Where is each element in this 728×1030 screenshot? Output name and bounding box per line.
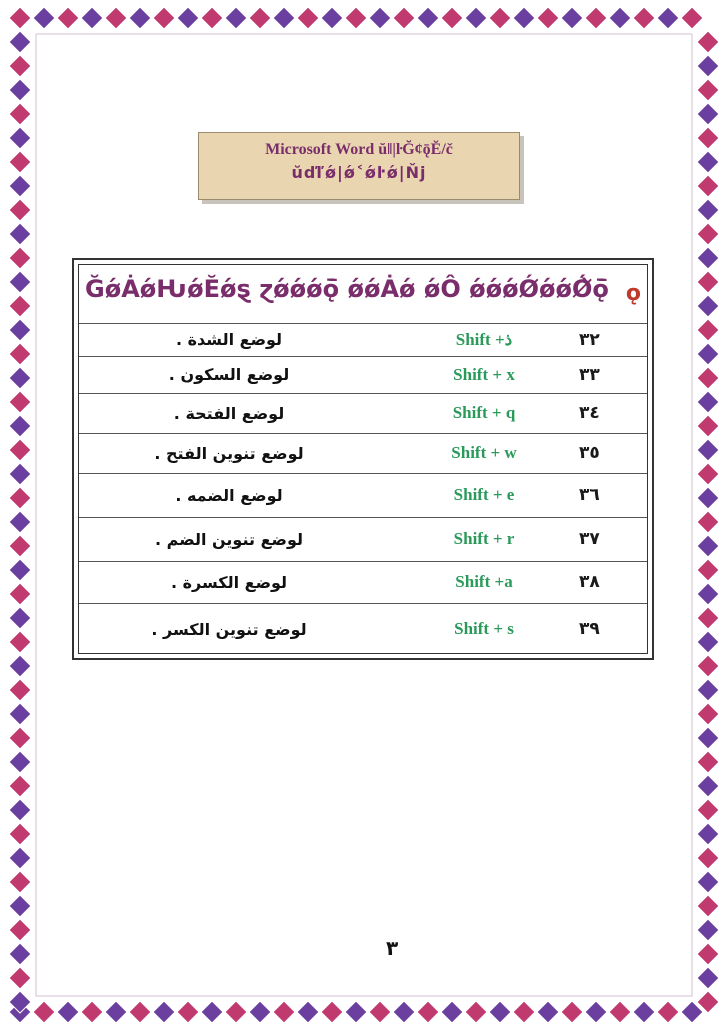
- border-diamond-icon: [225, 1001, 247, 1023]
- shortcuts-table: [72, 258, 654, 660]
- border-diamond-icon: [697, 559, 719, 581]
- border-diamond-icon: [697, 703, 719, 725]
- border-diamond-icon: [9, 799, 31, 821]
- border-diamond-icon: [441, 7, 463, 29]
- border-diamond-icon: [585, 7, 607, 29]
- border-diamond-icon: [697, 727, 719, 749]
- border-diamond-icon: [697, 31, 719, 53]
- row-description: لوضع تنوين الكسر .: [151, 619, 307, 639]
- border-diamond-icon: [697, 391, 719, 413]
- row-number: ٣٩: [579, 619, 600, 639]
- border-diamond-icon: [697, 55, 719, 77]
- border-diamond-icon: [273, 1001, 295, 1023]
- border-diamond-icon: [9, 559, 31, 581]
- border-diamond-icon: [9, 823, 31, 845]
- border-diamond-icon: [417, 7, 439, 29]
- border-diamond-icon: [697, 943, 719, 965]
- border-diamond-icon: [697, 223, 719, 245]
- table-header-mark: ǫ: [625, 281, 641, 306]
- border-diamond-icon: [9, 367, 31, 389]
- border-diamond-icon: [9, 175, 31, 197]
- border-diamond-icon: [657, 1001, 679, 1023]
- border-diamond-icon: [681, 7, 703, 29]
- border-diamond-icon: [697, 775, 719, 797]
- border-diamond-icon: [33, 1001, 55, 1023]
- table-header-row: [79, 265, 647, 324]
- border-diamond-icon: [697, 103, 719, 125]
- border-diamond-icon: [9, 943, 31, 965]
- border-diamond-icon: [393, 1001, 415, 1023]
- border-diamond-icon: [9, 223, 31, 245]
- border-diamond-icon: [177, 1001, 199, 1023]
- border-diamond-icon: [273, 7, 295, 29]
- border-diamond-icon: [697, 655, 719, 677]
- row-description: لوضع السكون .: [168, 365, 290, 384]
- border-diamond-icon: [9, 583, 31, 605]
- border-diamond-icon: [369, 7, 391, 29]
- border-diamond-icon: [633, 7, 655, 29]
- border-diamond-icon: [9, 7, 31, 29]
- table-row: [79, 323, 647, 357]
- border-diamond-icon: [697, 199, 719, 221]
- border-diamond-icon: [345, 1001, 367, 1023]
- row-shortcut: Shift +a: [455, 572, 513, 591]
- row-description: لوضع تنوين الضم .: [155, 529, 303, 549]
- border-diamond-icon: [609, 1001, 631, 1023]
- title-line-2: ŭďľǿ|ǿ˂ǿŀǿ|Ňj: [291, 163, 427, 182]
- border-diamond-icon: [697, 895, 719, 917]
- border-diamond-icon: [249, 1001, 271, 1023]
- row-number: ٣٧: [579, 529, 600, 549]
- border-diamond-icon: [513, 1001, 535, 1023]
- table-row: [79, 603, 647, 655]
- shortcuts-table-inner: [78, 264, 648, 654]
- row-description: لوضع الكسرة .: [170, 572, 288, 592]
- border-diamond-icon: [9, 391, 31, 413]
- table-row: [79, 433, 647, 474]
- border-diamond-icon: [33, 7, 55, 29]
- border-diamond-icon: [9, 415, 31, 437]
- border-diamond-icon: [9, 535, 31, 557]
- border-diamond-icon: [9, 511, 31, 533]
- border-diamond-icon: [9, 607, 31, 629]
- border-diamond-icon: [697, 175, 719, 197]
- border-diamond-icon: [9, 919, 31, 941]
- border-diamond-icon: [201, 1001, 223, 1023]
- page-number: ٣: [386, 936, 399, 960]
- border-diamond-icon: [697, 271, 719, 293]
- border-diamond-icon: [9, 199, 31, 221]
- border-diamond-icon: [697, 823, 719, 845]
- row-shortcut: Shift + q: [452, 403, 516, 422]
- row-number: ٣٥: [579, 443, 600, 463]
- table-row: [79, 473, 647, 518]
- border-diamond-icon: [513, 7, 535, 29]
- border-diamond-icon: [9, 727, 31, 749]
- title-line-1: Microsoft Word ŭǁ|ŀĞ¢ǭĔ/č: [265, 141, 453, 158]
- border-diamond-icon: [321, 1001, 343, 1023]
- row-shortcut: Shift + w: [451, 443, 517, 462]
- border-diamond-icon: [297, 7, 319, 29]
- border-diamond-icon: [697, 607, 719, 629]
- border-diamond-icon: [697, 367, 719, 389]
- border-diamond-icon: [9, 103, 31, 125]
- border-diamond-icon: [697, 583, 719, 605]
- border-diamond-icon: [9, 463, 31, 485]
- border-diamond-icon: [393, 7, 415, 29]
- border-diamond-icon: [81, 7, 103, 29]
- border-diamond-icon: [9, 967, 31, 989]
- row-number: ٣٤: [579, 403, 600, 423]
- border-diamond-icon: [465, 7, 487, 29]
- table-row: [79, 561, 647, 604]
- table-row: [79, 517, 647, 562]
- border-diamond-icon: [697, 511, 719, 533]
- table-row: [79, 356, 647, 394]
- title-box: [198, 132, 520, 200]
- border-diamond-icon: [321, 7, 343, 29]
- border-diamond-icon: [561, 1001, 583, 1023]
- border-diamond-icon: [105, 7, 127, 29]
- border-diamond-icon: [9, 895, 31, 917]
- border-diamond-icon: [297, 1001, 319, 1023]
- border-diamond-icon: [697, 151, 719, 173]
- border-diamond-icon: [105, 1001, 127, 1023]
- border-diamond-icon: [9, 247, 31, 269]
- border-diamond-icon: [697, 799, 719, 821]
- border-diamond-icon: [9, 775, 31, 797]
- border-diamond-icon: [561, 7, 583, 29]
- border-diamond-icon: [697, 439, 719, 461]
- border-diamond-icon: [609, 7, 631, 29]
- border-diamond-icon: [697, 847, 719, 869]
- border-diamond-icon: [697, 967, 719, 989]
- border-diamond-icon: [489, 7, 511, 29]
- row-description: لوضع الفتحة .: [173, 403, 285, 423]
- border-diamond-icon: [9, 31, 31, 53]
- border-diamond-icon: [537, 7, 559, 29]
- row-number: ٣٢: [579, 329, 600, 350]
- border-diamond-icon: [697, 415, 719, 437]
- row-shortcut: Shift +ذ: [455, 329, 513, 349]
- border-diamond-icon: [9, 319, 31, 341]
- border-diamond-icon: [9, 751, 31, 773]
- border-diamond-icon: [81, 1001, 103, 1023]
- border-diamond-icon: [369, 1001, 391, 1023]
- border-diamond-icon: [9, 271, 31, 293]
- border-diamond-icon: [9, 79, 31, 101]
- table-row: [79, 393, 647, 434]
- border-diamond-icon: [249, 7, 271, 29]
- row-number: ٣٨: [579, 572, 600, 592]
- row-shortcut: Shift + x: [453, 364, 515, 384]
- border-diamond-icon: [489, 1001, 511, 1023]
- border-diamond-icon: [9, 703, 31, 725]
- border-diamond-icon: [9, 439, 31, 461]
- border-diamond-icon: [697, 127, 719, 149]
- border-diamond-icon: [9, 679, 31, 701]
- border-diamond-icon: [465, 1001, 487, 1023]
- border-diamond-icon: [697, 463, 719, 485]
- row-description: لوضع الشدة .: [175, 330, 283, 349]
- border-diamond-icon: [9, 151, 31, 173]
- border-diamond-icon: [153, 1001, 175, 1023]
- border-diamond-icon: [129, 7, 151, 29]
- row-number: ٣٦: [579, 485, 600, 505]
- border-diamond-icon: [697, 247, 719, 269]
- border-diamond-icon: [9, 487, 31, 509]
- border-diamond-icon: [129, 1001, 151, 1023]
- border-diamond-icon: [417, 1001, 439, 1023]
- border-diamond-icon: [697, 871, 719, 893]
- border-diamond-icon: [9, 295, 31, 317]
- border-diamond-icon: [177, 7, 199, 29]
- border-diamond-icon: [585, 1001, 607, 1023]
- table-header-text: ĞǿȦǿǶǿĔǿȿ ɀǿǿǿǭ̄ ǿǿȦǿ ǿÔ ǿǿǿǾǿǿǾ̀ǭ̄: [85, 275, 609, 303]
- border-diamond-icon: [9, 343, 31, 365]
- row-number: ٣٣: [579, 364, 600, 385]
- border-diamond-icon: [697, 343, 719, 365]
- border-diamond-icon: [537, 1001, 559, 1023]
- border-diamond-icon: [57, 7, 79, 29]
- border-diamond-icon: [9, 127, 31, 149]
- border-diamond-icon: [657, 7, 679, 29]
- border-diamond-icon: [697, 319, 719, 341]
- border-diamond-icon: [697, 535, 719, 557]
- border-diamond-icon: [9, 55, 31, 77]
- border-diamond-icon: [697, 751, 719, 773]
- border-diamond-icon: [9, 871, 31, 893]
- border-diamond-icon: [441, 1001, 463, 1023]
- border-diamond-icon: [9, 631, 31, 653]
- row-shortcut: Shift + s: [454, 619, 514, 638]
- border-diamond-icon: [225, 7, 247, 29]
- row-description: لوضع الضمه .: [175, 485, 283, 505]
- border-diamond-icon: [57, 1001, 79, 1023]
- border-diamond-icon: [697, 295, 719, 317]
- border-diamond-icon: [201, 7, 223, 29]
- border-diamond-icon: [9, 655, 31, 677]
- border-diamond-icon: [633, 1001, 655, 1023]
- border-diamond-icon: [697, 79, 719, 101]
- border-diamond-icon: [697, 631, 719, 653]
- row-shortcut: Shift + r: [453, 529, 515, 548]
- border-diamond-icon: [697, 919, 719, 941]
- border-diamond-icon: [697, 487, 719, 509]
- border-diamond-icon: [345, 7, 367, 29]
- border-diamond-icon: [153, 7, 175, 29]
- row-shortcut: Shift + e: [453, 485, 515, 504]
- border-diamond-icon: [697, 679, 719, 701]
- border-diamond-icon: [9, 847, 31, 869]
- row-description: لوضع تنوين الفتح .: [154, 443, 304, 463]
